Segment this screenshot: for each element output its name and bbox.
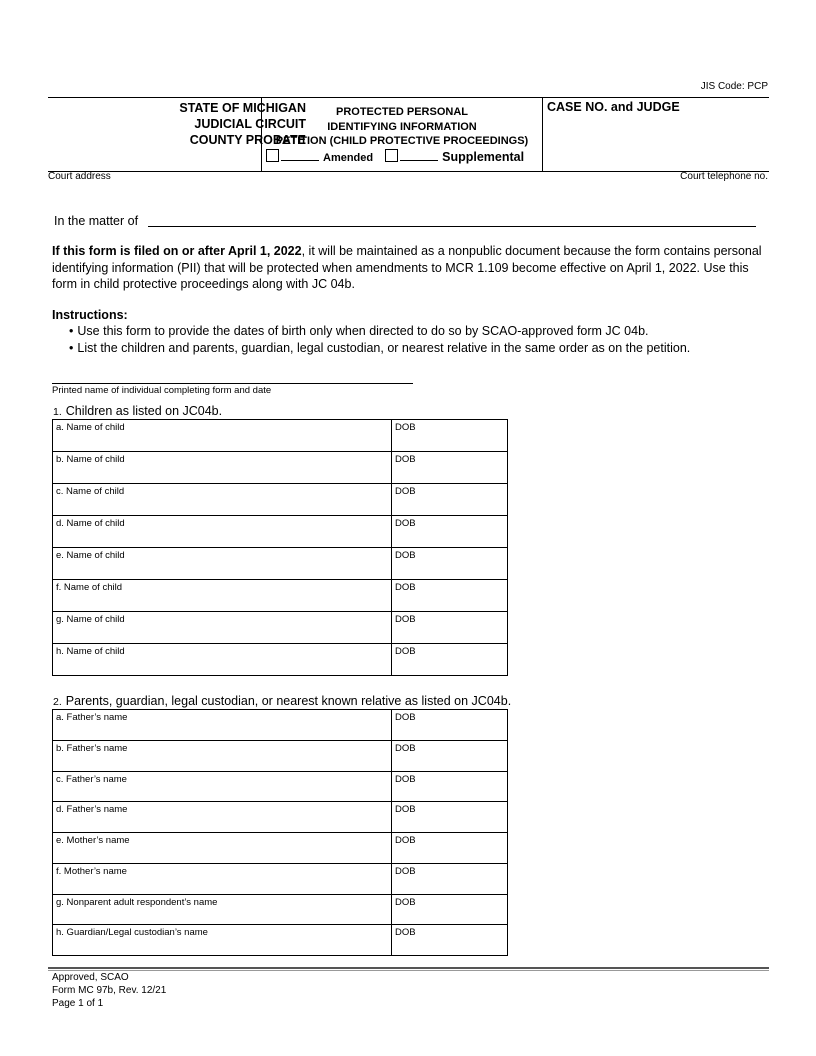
dob-field[interactable]: DOB — [392, 863, 508, 894]
name-field[interactable]: e. Name of child — [53, 548, 392, 580]
children-table — [52, 419, 508, 676]
printed-name-label: Printed name of individual completing form and date — [52, 385, 272, 396]
table-row — [53, 925, 508, 956]
dob-field[interactable]: DOB — [392, 612, 508, 644]
court-phone-label: Court telephone no. — [680, 171, 768, 182]
name-field[interactable]: e. Mother’s name — [53, 833, 392, 864]
title-line: IDENTIFYING INFORMATION — [327, 120, 477, 133]
section2-number: 2. — [53, 696, 62, 708]
name-field[interactable]: d. Name of child — [53, 516, 392, 548]
dob-field[interactable]: DOB — [392, 548, 508, 580]
table-row — [53, 771, 508, 802]
table-row — [53, 612, 508, 644]
name-field[interactable]: a. Father’s name — [53, 710, 392, 741]
filing-type — [266, 149, 524, 164]
dob-field[interactable]: DOB — [392, 420, 508, 452]
dob-field[interactable]: DOB — [392, 740, 508, 771]
table-row — [53, 710, 508, 741]
name-field[interactable]: g. Nonparent adult respondent’s name — [53, 894, 392, 925]
court-line: JUDICIAL CIRCUIT — [194, 117, 306, 131]
matter-field[interactable] — [148, 226, 756, 227]
section2-heading — [53, 694, 511, 708]
title-line: PROTECTED PERSONAL — [335, 106, 468, 118]
footer-line: Page 1 of 1 — [52, 998, 104, 1009]
section2-title: Parents, guardian, legal custodian, or nearest known relative as listed on JC04b. — [65, 694, 512, 708]
name-field[interactable]: a. Name of child — [53, 420, 392, 452]
name-field[interactable]: g. Name of child — [53, 612, 392, 644]
dob-field[interactable]: DOB — [392, 925, 508, 956]
dob-field[interactable]: DOB — [392, 484, 508, 516]
table-row — [53, 644, 508, 676]
table-row — [53, 833, 508, 864]
footer — [52, 971, 166, 1010]
name-field[interactable]: c. Father’s name — [53, 771, 392, 802]
section1-number: 1. — [53, 406, 62, 418]
table-row — [53, 802, 508, 833]
table-row — [53, 740, 508, 771]
instructions-list — [69, 323, 690, 357]
instruction-item: • List the children and parents, guardian, legal custodian, or nearest relative in the same order as on the petition. — [69, 340, 690, 357]
section1-title: Children as listed on JC04b. — [65, 404, 223, 418]
table-row — [53, 548, 508, 580]
dob-field[interactable]: DOB — [392, 710, 508, 741]
name-field[interactable]: b. Father’s name — [53, 740, 392, 771]
table-row — [53, 516, 508, 548]
table-row — [53, 452, 508, 484]
name-field[interactable]: c. Name of child — [53, 484, 392, 516]
matter-label: In the matter of — [54, 214, 139, 228]
court-address-label: Court address — [48, 171, 111, 182]
jis-code: JIS Code: PCP — [700, 81, 768, 92]
name-field[interactable]: f. Mother’s name — [53, 863, 392, 894]
notice-bold: If this form is filed on or after April 1, 2022 — [52, 244, 302, 258]
table-row — [53, 484, 508, 516]
section1-heading — [53, 404, 222, 418]
amended-blank[interactable] — [281, 159, 319, 161]
name-field[interactable]: f. Name of child — [53, 580, 392, 612]
supplemental-blank[interactable] — [400, 159, 438, 161]
instruction-item: • Use this form to provide the dates of birth only when directed to do so by SCAO-approved form JC 04b. — [69, 323, 690, 340]
court-line: STATE OF MICHIGAN — [179, 101, 306, 115]
dob-field[interactable]: DOB — [392, 802, 508, 833]
name-field[interactable]: b. Name of child — [53, 452, 392, 484]
dob-field[interactable]: DOB — [392, 771, 508, 802]
table-row — [53, 863, 508, 894]
supplemental-checkbox[interactable] — [385, 149, 398, 162]
amended-checkbox[interactable] — [266, 149, 279, 162]
dob-field[interactable]: DOB — [392, 580, 508, 612]
dob-field[interactable]: DOB — [392, 644, 508, 676]
form-header — [48, 97, 769, 172]
title-line: PETITION (CHILD PROTECTIVE PROCEEDINGS) — [275, 135, 529, 147]
instructions-heading: Instructions: — [52, 308, 128, 322]
case-number-label: CASE NO. and JUDGE — [547, 100, 680, 114]
table-row — [53, 580, 508, 612]
dob-field[interactable]: DOB — [392, 452, 508, 484]
amended-label: Amended — [323, 152, 374, 164]
name-field[interactable]: h. Name of child — [53, 644, 392, 676]
notice-text: , it will be maintained as a nonpublic document because the form contains personal identifying information (PII) that will be protected when amendments to MCR 1.109 become effective on April 1, 2022. Use this form in child protective proceedings along with JC 04b. — [52, 244, 762, 291]
name-field[interactable]: h. Guardian/Legal custodian’s name — [53, 925, 392, 956]
dob-field[interactable]: DOB — [392, 894, 508, 925]
dob-field[interactable]: DOB — [392, 516, 508, 548]
court-line: COUNTY PROBATE — [189, 133, 306, 147]
printed-name-field[interactable] — [52, 383, 413, 384]
table-row — [53, 420, 508, 452]
dob-field[interactable]: DOB — [392, 833, 508, 864]
footer-line: Approved, SCAO — [52, 972, 129, 983]
table-row — [53, 894, 508, 925]
footer-rule — [48, 967, 769, 969]
notice-paragraph — [52, 243, 762, 293]
parents-table — [52, 709, 508, 956]
form-title — [262, 105, 542, 149]
name-field[interactable]: d. Father’s name — [53, 802, 392, 833]
footer-line: Form MC 97b, Rev. 12/21 — [52, 985, 167, 996]
supplemental-label: Supplemental — [442, 150, 525, 164]
